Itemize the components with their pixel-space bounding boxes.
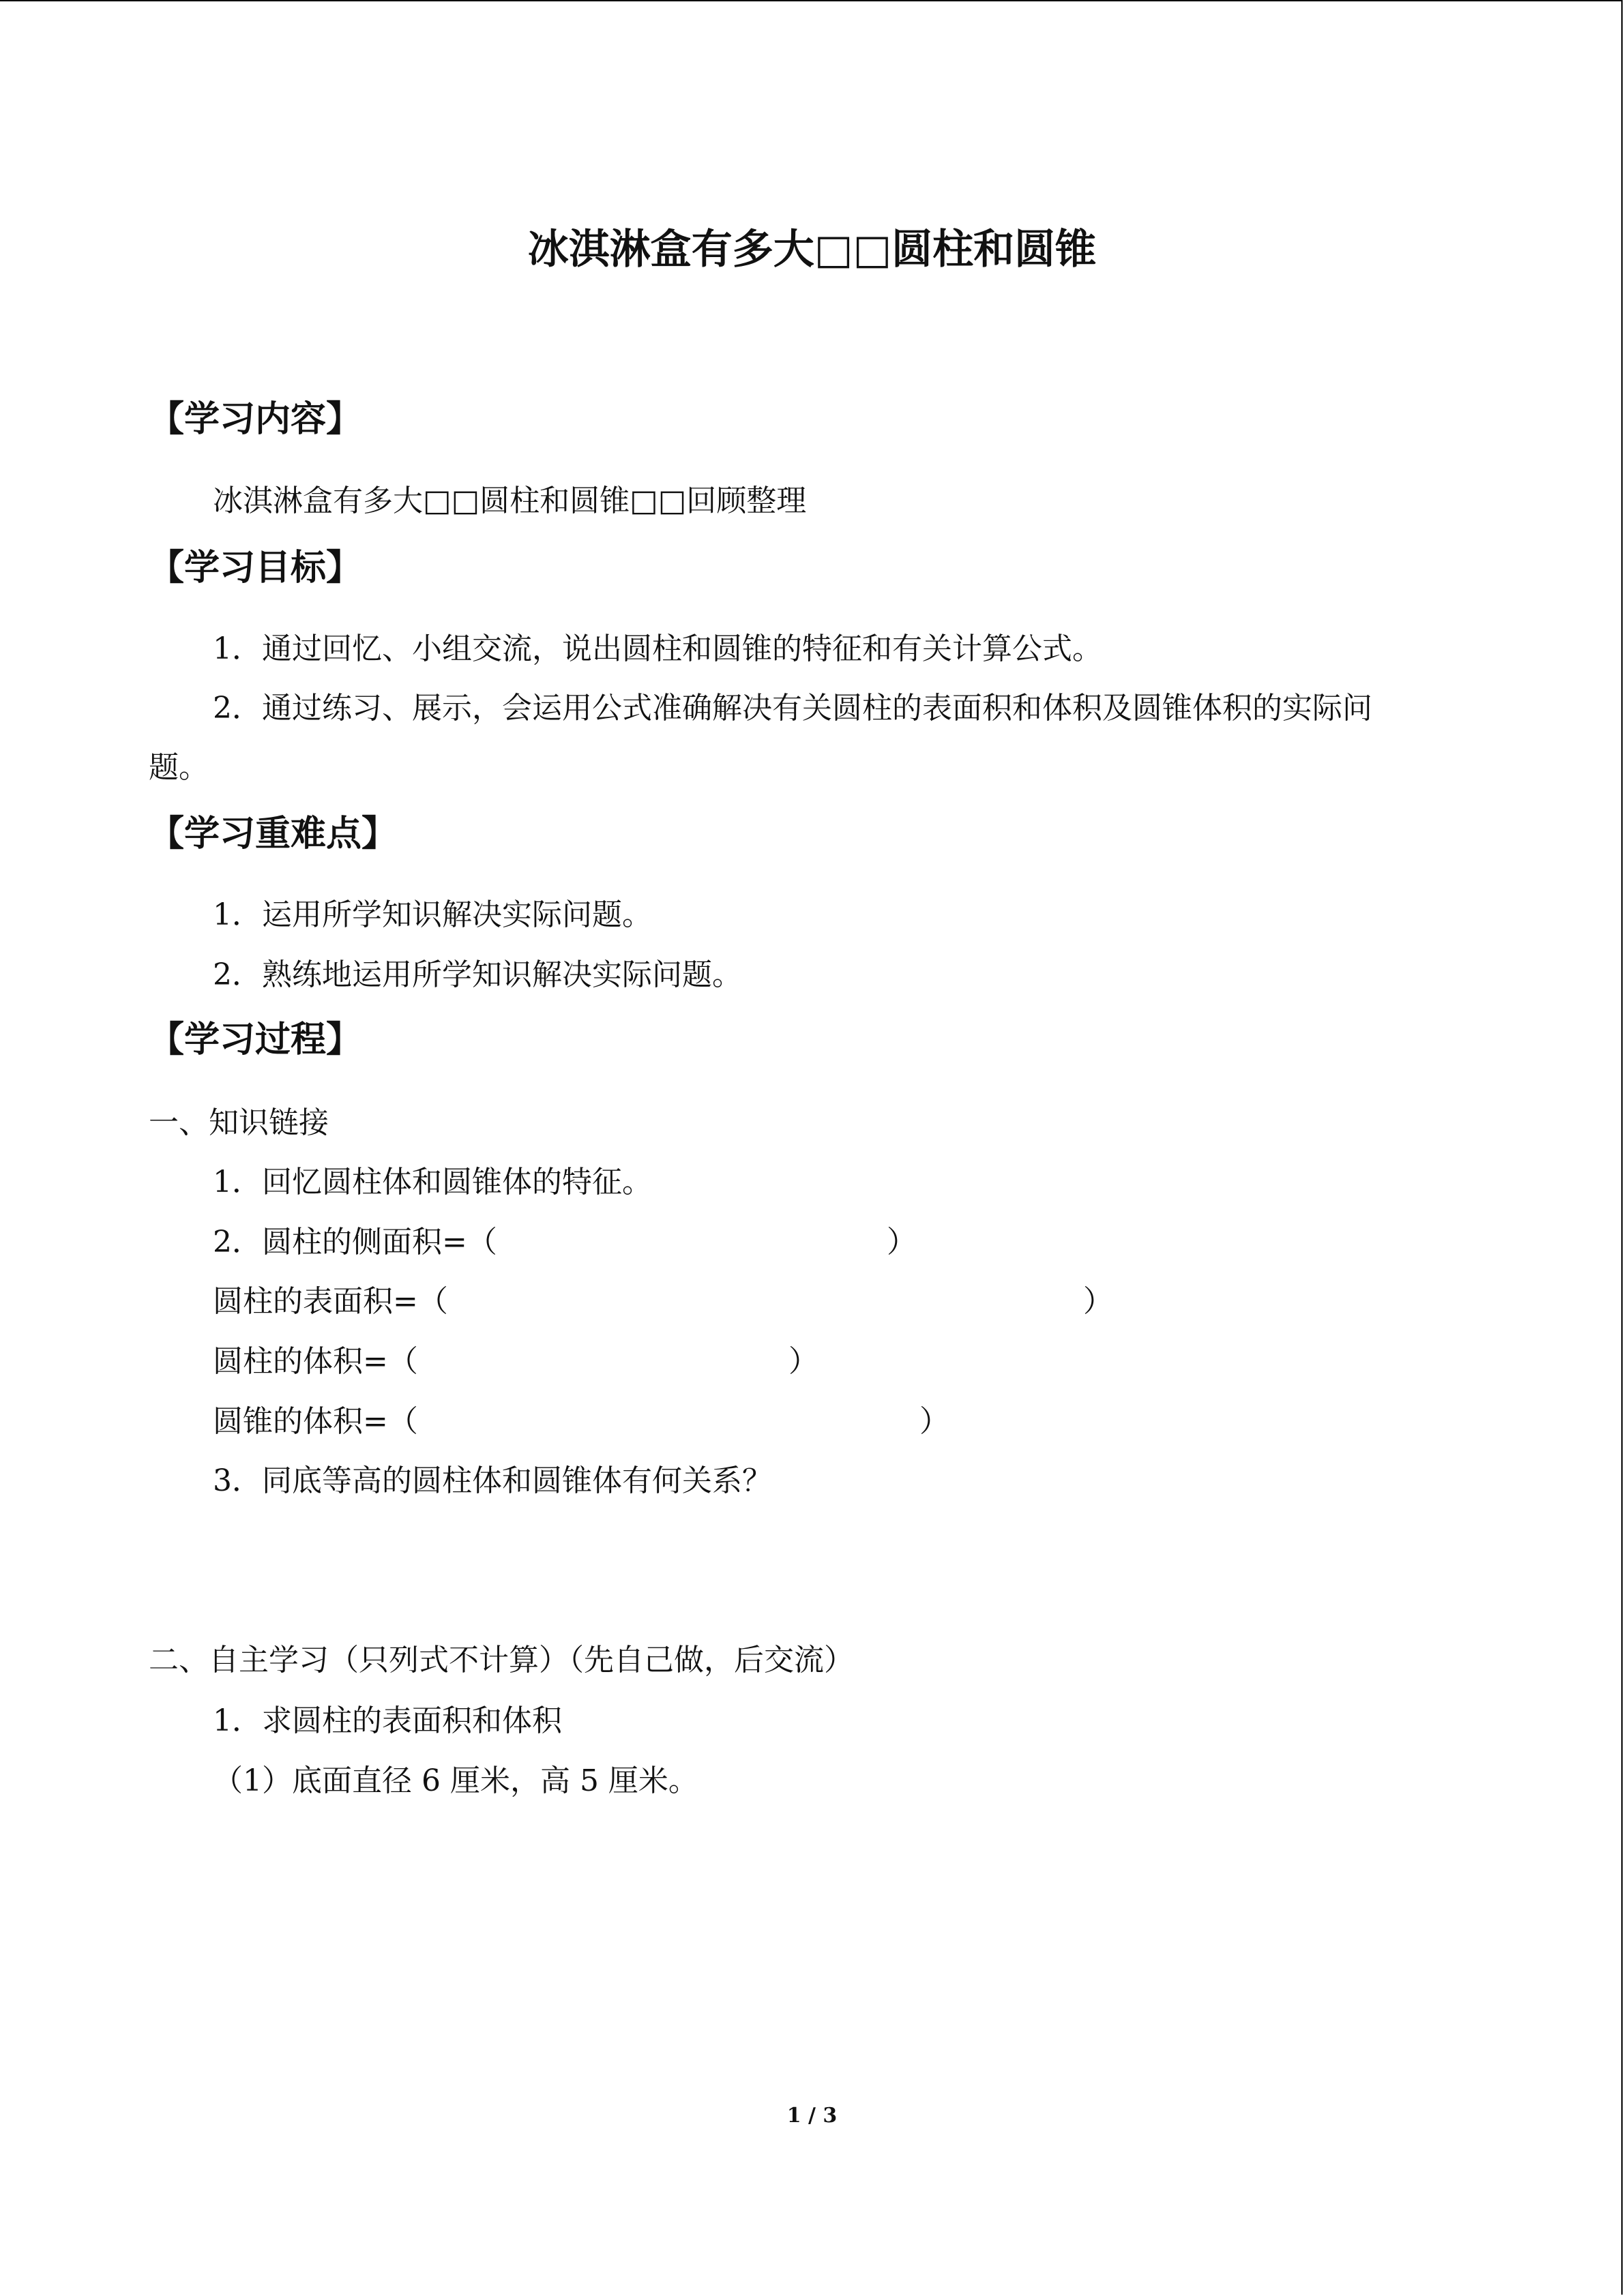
page-title: 冰淇淋盒有多大□□圆柱和圆锥 bbox=[527, 226, 1097, 273]
key-point-item-1: 1．运用所学知识解决实际问题。 bbox=[213, 897, 652, 932]
lateral-area-label: 2．圆柱的侧面积=（ bbox=[213, 1225, 497, 1259]
cylinder-volume-label: 圆柱的体积=（ bbox=[213, 1344, 418, 1379]
surface-area-label: 圆柱的表面积=（ bbox=[213, 1284, 448, 1319]
section-heading-key-points: 【学习重难点】 bbox=[149, 814, 398, 854]
page-number: 1 / 3 bbox=[786, 2104, 838, 2128]
part2-sub-item-1: （1）底面直径 6 厘米，高 5 厘米。 bbox=[213, 1763, 698, 1798]
section-heading-goals: 【学习目标】 bbox=[149, 548, 362, 588]
section-heading-content: 【学习内容】 bbox=[149, 399, 362, 440]
key-point-item-2: 2．熟练地运用所学知识解决实际问题。 bbox=[213, 957, 742, 992]
goal-item-2-continued: 题。 bbox=[149, 750, 209, 785]
part2-item-1: 1．求圆柱的表面积和体积 bbox=[213, 1703, 562, 1738]
cylinder-volume-close: ） bbox=[788, 1344, 818, 1379]
surface-area-close: ） bbox=[1083, 1284, 1113, 1319]
goal-item-1: 1．通过回忆、小组交流，说出圆柱和圆锥的特征和有关计算公式。 bbox=[213, 631, 1102, 666]
cone-volume-close: ） bbox=[919, 1404, 949, 1439]
part1-item-1: 1．回忆圆柱体和圆锥体的特征。 bbox=[213, 1165, 652, 1199]
part1-heading: 一、知识链接 bbox=[149, 1105, 329, 1140]
lateral-area-close: ） bbox=[887, 1225, 917, 1259]
goal-item-2: 2．通过练习、展示，会运用公式准确解决有关圆柱的表面积和体积及圆锥体积的实际问 bbox=[213, 691, 1372, 726]
content-text: 冰淇淋盒有多大□□圆柱和圆锥□□回顾整理 bbox=[213, 483, 807, 518]
part2-heading: 二、自主学习（只列式不计算）（先自己做，后交流） bbox=[149, 1643, 854, 1678]
cone-volume-label: 圆锥的体积=（ bbox=[213, 1404, 418, 1439]
part1-item-3: 3．同底等高的圆柱体和圆锥体有何关系？ bbox=[213, 1463, 772, 1498]
section-heading-process: 【学习过程】 bbox=[149, 1019, 362, 1060]
